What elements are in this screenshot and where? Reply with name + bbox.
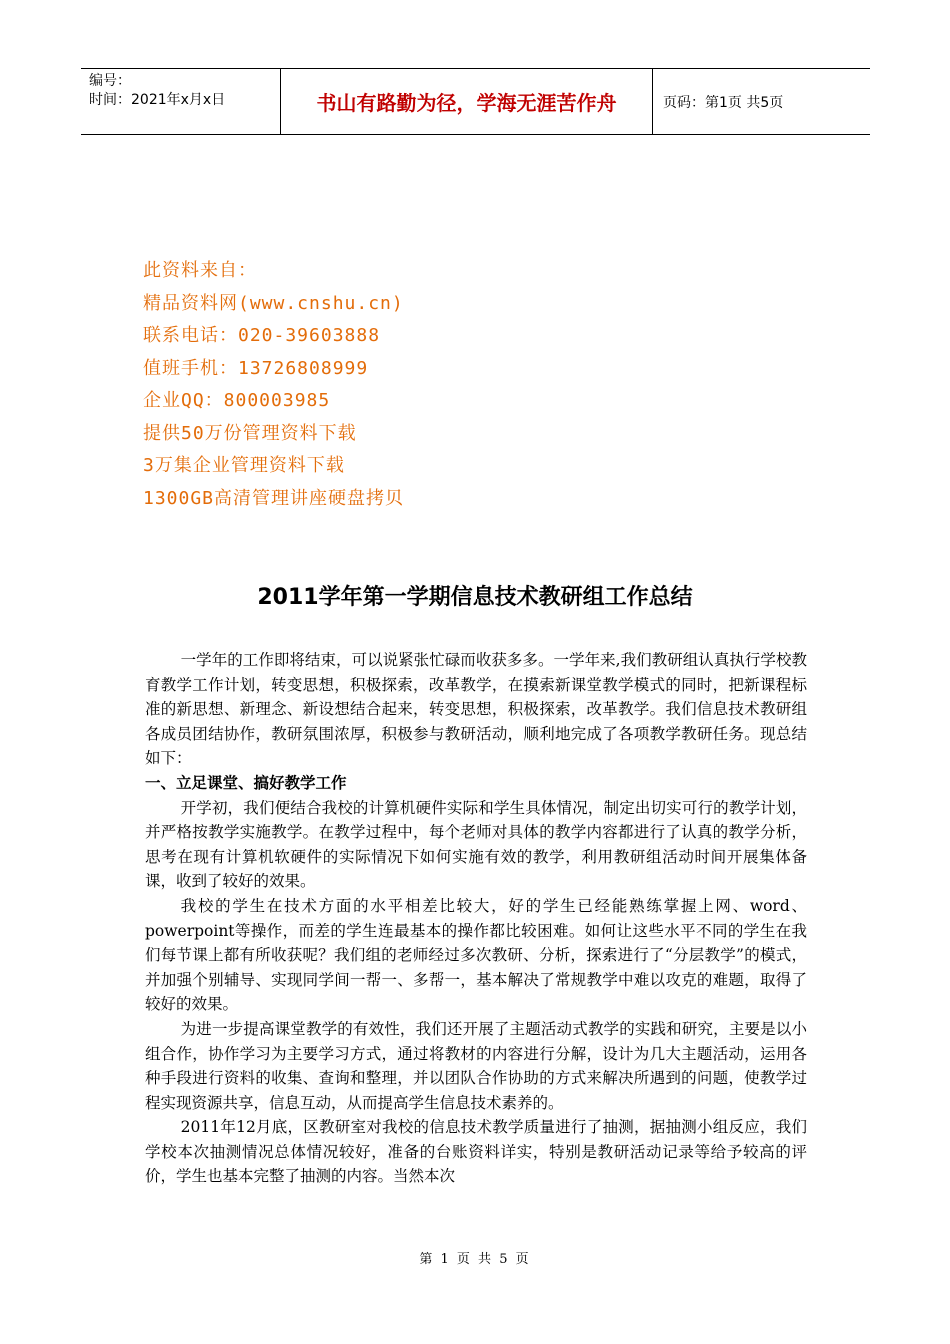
body-paragraph: 为进一步提高课堂教学的有效性，我们还开展了主题活动式教学的实践和研究，主要是以小组合作，协作学习为主要学习方式，通过将教材的内容进行分解，设计为几大主题活动，运用各种手段进行资料的收集、查询和整理，并以团队合作协助的方式来解决所遇到的问题，使教学过程实现资源共享，信息互动，从而提高学生信息技术素养的。: [145, 1019, 807, 1112]
source-line: 1300GB高清管理讲座硬盘拷贝: [143, 487, 405, 509]
body-paragraph: 开学初，我们便结合我校的计算机硬件实际和学生具体情况，制定出切实可行的教学计划，并严格按教学实施教学。在教学过程中，每个老师对具体的教学内容都进行了认真的教学分析，思考在现有计算机软硬件的实际情况下如何实施有效的教学，利用教研组活动时间开展集体备课，收到了较好的效果。: [145, 798, 807, 891]
document-title: 2011学年第一学期信息技术教研组工作总结: [257, 585, 693, 610]
time-label: 时间：2021年x月x日: [89, 92, 226, 108]
source-line: 提供50万份管理资料下载: [143, 422, 357, 444]
source-line: 3万集企业管理资料下载: [143, 455, 345, 476]
header-motto: 书山有路勤为径，学海无涯苦作舟: [280, 69, 653, 134]
source-line: 联系电话：020-39603888: [143, 325, 381, 346]
page-footer: 第 1 页 共 5 页: [419, 1252, 531, 1267]
header-meta: [81, 69, 280, 134]
source-line: 此资料来自：: [143, 260, 257, 281]
number-label: 编号：: [89, 73, 131, 89]
document-body: [145, 648, 807, 1189]
source-line: 值班手机：13726808999: [143, 357, 369, 379]
body-paragraph: 2011年12月底，区教研室对我校的信息技术教学质量进行了抽测，据抽测小组反应，我们学校本次抽测情况总体情况较好，准备的台账资料详实，特别是教研活动记录等给予较高的评价，学生也基本完整了抽测的内容。当然本次: [145, 1118, 807, 1186]
section-heading: 一、立足课堂、搞好教学工作: [145, 773, 347, 792]
source-info-block: [143, 255, 404, 515]
source-line: 精品资料网(www.cnshu.cn): [143, 292, 404, 314]
source-line: 企业QQ：800003985: [143, 390, 331, 411]
header-page-info: 页码：第1页 共5页: [663, 94, 784, 111]
body-paragraph: 我校的学生在技术方面的水平相差比较大，好的学生已经能熟练掌握上网、word、powerpoint等操作，而差的学生连最基本的操作都比较困难。如何让这些水平不同的学生在我们每节课上都有所收获呢？我们组的老师经过多次教研、分析，探索进行了“分层教学”的模式，并加强个别辅导、实现同学间一帮一、多帮一，基本解决了常规教学中难以攻克的难题，取得了较好的效果。: [145, 896, 807, 1014]
intro-paragraph: 一学年的工作即将结束，可以说紧张忙碌而收获多多。一学年来,我们教研组认真执行学校教育教学工作计划，转变思想，积极探索，改革教学，在摸索新课堂教学模式的同时，把新课程标准的新思想、新理念、新设想结合起来，转变思想，积极探索，改革教学。我们信息技术教研组各成员团结协作，教研氛围浓厚，积极参与教研活动，顺利地完成了各项教学教研任务。现总结如下：: [145, 651, 807, 768]
document-header: [81, 68, 870, 135]
